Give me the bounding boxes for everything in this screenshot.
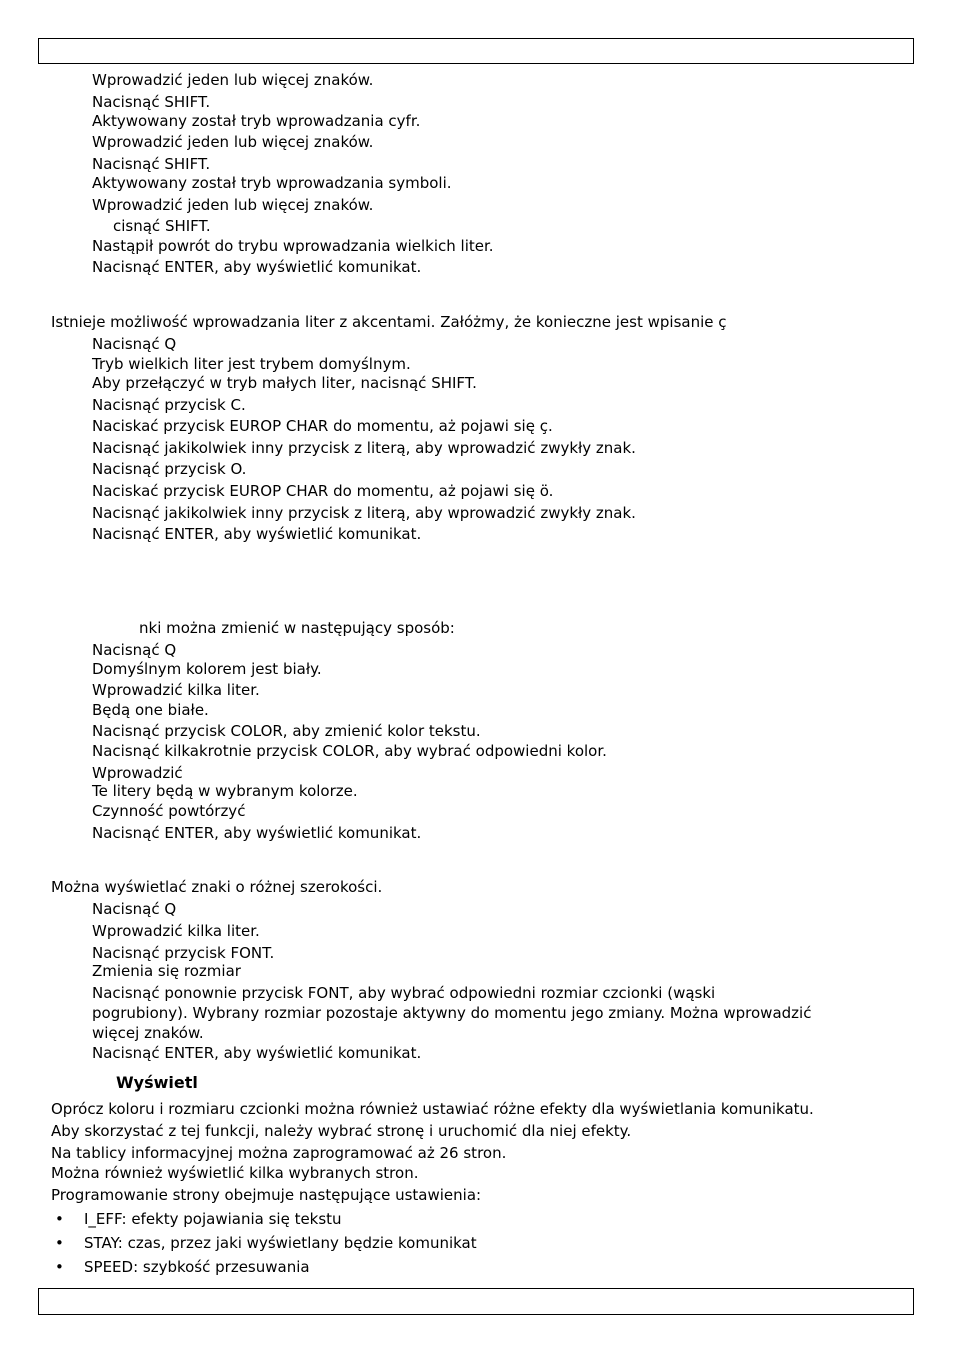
step-line: Nacisnąć jakikolwiek inny przycisk z literą, aby wprowadzić zwykły znak. <box>92 504 636 522</box>
page-footer-box <box>38 1288 914 1315</box>
bullet-icon: • <box>55 1258 64 1276</box>
step-line: Nacisnąć przycisk COLOR, aby zmienić kolor tekstu. <box>92 722 481 740</box>
page-header-box <box>38 38 914 64</box>
body-line: Na tablicy informacyjnej można zaprogramować aż 26 stron. <box>51 1144 507 1162</box>
step-line: Nacisnąć ENTER, aby wyświetlić komunikat. <box>92 1044 422 1062</box>
step-line: Naciskać przycisk EUROP CHAR do momentu, aż pojawi się ö. <box>92 482 554 500</box>
body-line: Można również wyświetlić kilka wybranych stron. <box>51 1164 419 1182</box>
step-line: Nastąpił powrót do trybu wprowadzania wielkich liter. <box>92 237 494 255</box>
step-line: pogrubiony). Wybrany rozmiar pozostaje aktywny do momentu jego zmiany. Można wprowadzić <box>92 1004 812 1022</box>
bullet-icon: • <box>55 1234 64 1252</box>
step-line: Aktywowany został tryb wprowadzania cyfr. <box>92 112 421 130</box>
step-line: Nacisnąć Q <box>92 900 177 918</box>
step-line: Nacisnąć ponownie przycisk FONT, aby wybrać odpowiedni rozmiar czcionki (wąski <box>92 984 716 1002</box>
step-line: Domyślnym kolorem jest biały. <box>92 660 322 678</box>
step-line: Nacisnąć ENTER, aby wyświetlić komunikat. <box>92 525 422 543</box>
body-line: Aby skorzystać z tej funkcji, należy wybrać stronę i uruchomić dla niej efekty. <box>51 1122 632 1140</box>
bullet-icon: • <box>55 1210 64 1228</box>
step-line: więcej znaków. <box>92 1024 204 1042</box>
step-line: Nacisnąć SHIFT. <box>92 155 211 173</box>
bullet-item: STAY: czas, przez jaki wyświetlany będzie komunikat <box>84 1234 477 1252</box>
step-line: Nacisnąć ENTER, aby wyświetlić komunikat. <box>92 258 422 276</box>
step-line: Zmienia się rozmiar <box>92 962 241 980</box>
step-line: cisnąć SHIFT. <box>113 217 211 235</box>
paragraph-intro: Można wyświetlać znaki o różnej szerokości. <box>51 878 383 896</box>
step-line: Nacisnąć Q <box>92 641 177 659</box>
step-line: Nacisnąć przycisk FONT. <box>92 944 275 962</box>
step-line: Nacisnąć kilkakrotnie przycisk COLOR, aby wybrać odpowiedni kolor. <box>92 742 607 760</box>
step-line: Nacisnąć jakikolwiek inny przycisk z literą, aby wprowadzić zwykły znak. <box>92 439 636 457</box>
step-line: Wprowadzić jeden lub więcej znaków. <box>92 133 374 151</box>
step-line: Te litery będą w wybranym kolorze. <box>92 782 358 800</box>
bullet-item: I_EFF: efekty pojawiania się tekstu <box>84 1210 342 1228</box>
bullet-item: SPEED: szybkość przesuwania <box>84 1258 310 1276</box>
body-line: Programowanie strony obejmuje następujące ustawienia: <box>51 1186 482 1204</box>
step-line: Wprowadzić jeden lub więcej znaków. <box>92 71 374 89</box>
section-heading: Wyświetl <box>116 1073 198 1092</box>
step-line: Nacisnąć przycisk O. <box>92 460 247 478</box>
step-line: Czynność powtórzyć <box>92 802 246 820</box>
step-line: Naciskać przycisk EUROP CHAR do momentu, aż pojawi się ç. <box>92 417 553 435</box>
step-line: Nacisnąć Q <box>92 335 177 353</box>
step-line: Wprowadzić kilka liter. <box>92 681 260 699</box>
paragraph-intro: nki można zmienić w następujący sposób: <box>139 619 455 637</box>
step-line: Nacisnąć przycisk C. <box>92 396 246 414</box>
paragraph-intro: Istnieje możliwość wprowadzania liter z akcentami. Załóżmy, że konieczne jest wpisanie ç <box>51 313 727 331</box>
step-line: Wprowadzić jeden lub więcej znaków. <box>92 196 374 214</box>
step-line: Będą one białe. <box>92 701 209 719</box>
step-line: Tryb wielkich liter jest trybem domyślnym. <box>92 355 411 373</box>
step-line: Aby przełączyć w tryb małych liter, nacisnąć SHIFT. <box>92 374 477 392</box>
step-line: Aktywowany został tryb wprowadzania symboli. <box>92 174 452 192</box>
step-line: Nacisnąć ENTER, aby wyświetlić komunikat. <box>92 824 422 842</box>
body-line: Oprócz koloru i rozmiaru czcionki można również ustawiać różne efekty dla wyświetlania komunikatu. <box>51 1100 814 1118</box>
step-line: Wprowadzić kilka liter. <box>92 922 260 940</box>
step-line: Wprowadzić <box>92 764 183 782</box>
step-line: Nacisnąć SHIFT. <box>92 93 211 111</box>
